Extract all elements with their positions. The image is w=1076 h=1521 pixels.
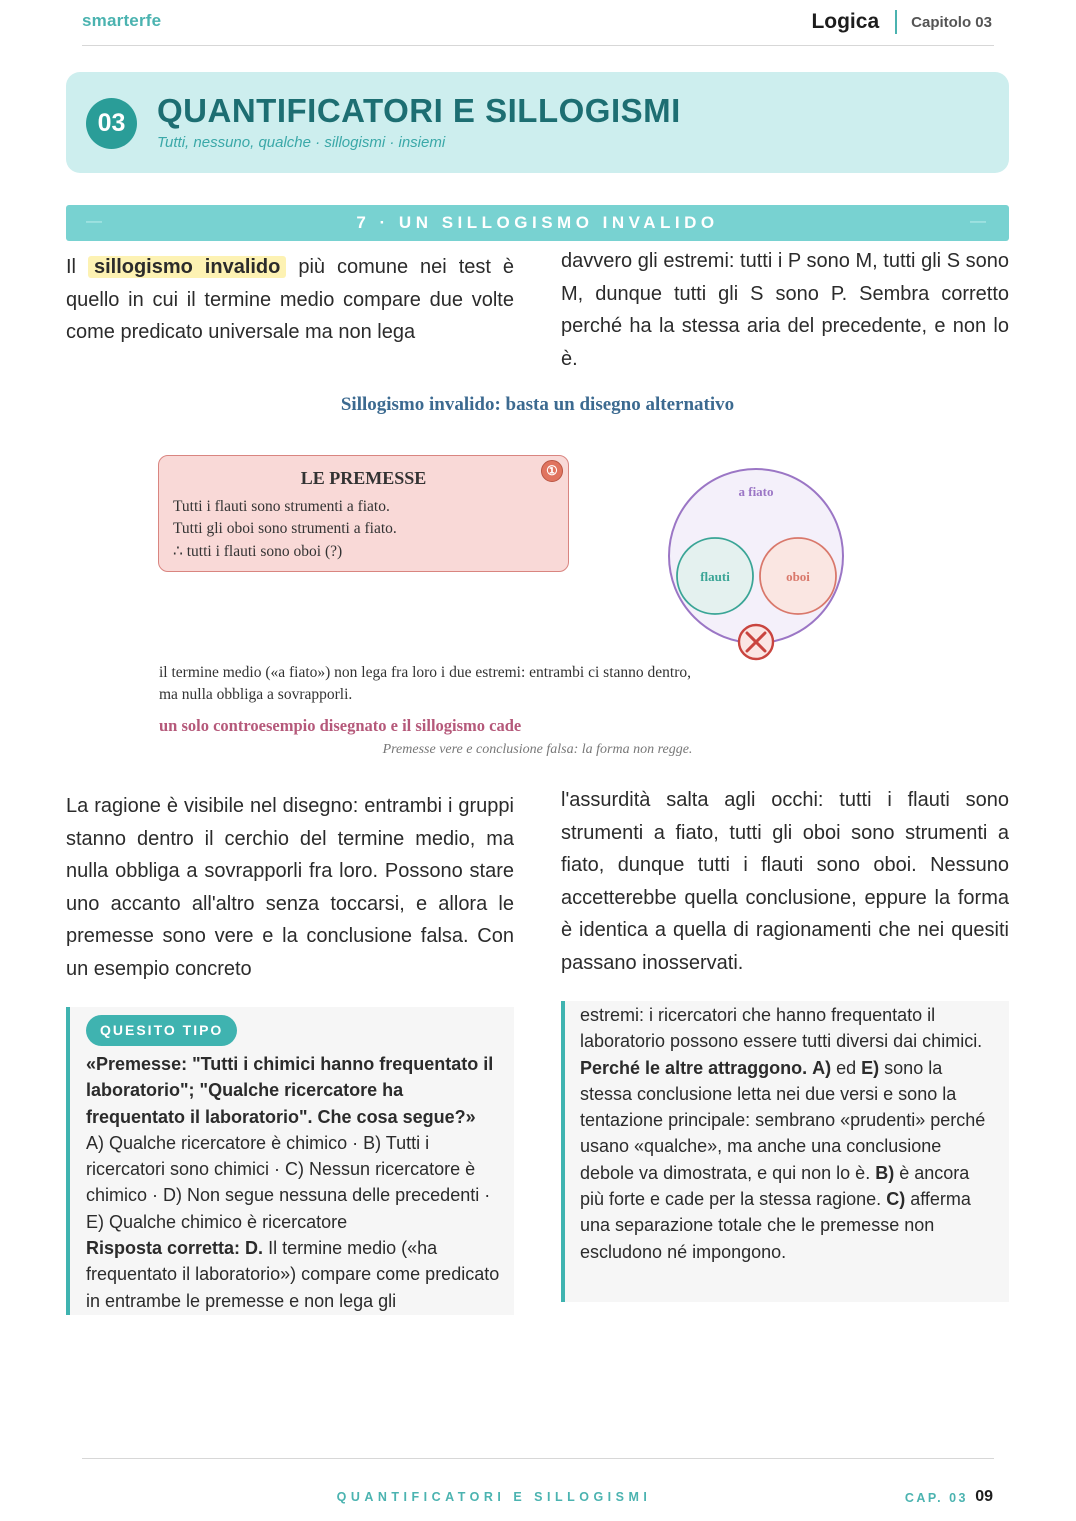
quesito-answer	[86, 1235, 504, 1314]
figure-caption: Premesse vere e conclusione falsa: la forma non regge.	[382, 742, 693, 757]
premise-2: Tutti gli oboi sono strumenti a fiato.	[173, 520, 397, 537]
body-column-right: l'assurdità salta agli occhi: tutti i flauti sono strumenti a fiato, tutti gli oboi sono strumenti a fiato, dunque tutti i flauti sono oboi. Nessuno accetterebbe quella conclusione, eppure la forma è identica a quella di ragionamenti che nei quesiti passano inosservati.	[561, 789, 1009, 974]
answer-continuation: estremi: i ricercatori che hanno frequentato il laboratorio possono essere tutti diversi dai chimici.	[580, 1005, 983, 1052]
premises-title: LE PREMESSE	[300, 468, 427, 488]
why-label: Perché le altre attraggono.	[580, 1057, 808, 1078]
chapter-number-badge: 03	[86, 98, 137, 149]
intro-column-left	[66, 251, 514, 349]
distractor-explanation	[580, 1055, 996, 1265]
quesito-question: «Premesse: "Tutti i chimici hanno frequentato il laboratorio"; "Qualche ricercatore ha frequentato il laboratorio". Che cosa segue?»	[86, 1054, 494, 1127]
left-set-label: flauti	[700, 569, 730, 584]
subject-title: Logica	[811, 10, 880, 33]
option-a-ref: A)	[812, 1057, 832, 1078]
quesito-content	[86, 1051, 504, 1314]
section-title: 7 · UN SILLOGISMO INVALIDO	[356, 213, 719, 232]
chapter-subtitle: Tutti, nessuno, qualche · sillogismi · insiemi	[157, 134, 446, 151]
premise-1: Tutti i flauti sono strumenti a fiato.	[173, 498, 390, 515]
answer-label: Risposta corretta: D.	[86, 1238, 264, 1259]
invalid-x-icon	[739, 625, 773, 659]
footer-title: QUANTIFICATORI E SILLOGISMI	[336, 1490, 652, 1504]
highlight-term: sillogismo invalido	[88, 256, 286, 278]
figure-title: Sillogismo invalido: basta un disegno alternativo	[340, 394, 735, 415]
section-dash-left: —	[86, 213, 102, 230]
outer-set-label: a fiato	[738, 484, 774, 499]
body-column-left: La ragione è visibile nel disegno: entrambi i gruppi stanno dentro il cerchio del termine medio, ma nulla obbliga a sovrapporli fra loro. Possono stare uno accanto all'altro senza toccarsi, e allora le premesse sono vere e la conclusione falsa. Con un esempio concreto	[66, 795, 514, 980]
chapter-label: Capitolo 03	[911, 13, 992, 31]
why-text-2: è ancora più forte e cade per la stessa ragione.	[580, 1162, 970, 1210]
page-number: 09	[975, 1488, 993, 1505]
brand-name: smarterfe	[82, 11, 162, 30]
venn-diagram	[660, 460, 860, 665]
quesito-tag: QUESITO TIPO	[86, 1015, 237, 1046]
answer-text: Il termine medio («ha frequentato il laboratorio») compare come predicato in entrambe le premesse e non lega gli	[86, 1238, 500, 1311]
intro-column-right: davvero gli estremi: tutti i P sono M, tutti gli S sono M, dunque tutti gli S sono P. Sembra corretto perché ha la stessa aria del precedente, e non lo è.	[561, 250, 1009, 370]
step-number-badge: ①	[541, 460, 563, 482]
conjunction: ed	[836, 1057, 857, 1078]
footer-rule	[82, 1458, 994, 1459]
intro-lead: Il	[66, 256, 76, 278]
right-set-label: oboi	[786, 569, 810, 584]
option-b-ref: B)	[875, 1162, 895, 1183]
header-right	[811, 10, 992, 34]
footer-chapter: CAP. 03	[904, 1491, 968, 1505]
chapter-title: QUANTIFICATORI E SILLOGISMI	[157, 92, 681, 129]
figure-punchline: un solo controesempio disegnato e il sillogismo cade	[159, 716, 522, 735]
quesito-continuation	[580, 1002, 996, 1265]
why-text-1: sono la stessa conclusione letta nei due versi e sono la tentazione principale: sembrano «prudenti» perché usano «qualche», ma anche una conclusione debole va dimostrata, e qui non lo è.	[580, 1057, 986, 1183]
section-dash-right: —	[970, 213, 986, 230]
quesito-options: A) Qualche ricercatore è chimico · B) Tutti i ricercatori sono chimici · C) Nessun ricercatore è chimico · D) Non segue nessuna delle precedenti · E) Qualche chimico è ricercatore	[86, 1132, 491, 1232]
figure-note: il termine medio («a fiato») non lega fra loro i due estremi: entrambi ci stanno dentro, ma nulla obbliga a sovrapporli.	[159, 664, 691, 703]
header-rule	[82, 45, 994, 46]
option-e-ref: E)	[861, 1057, 880, 1078]
header-divider	[895, 10, 897, 34]
intro-text: più comune nei test è quello in cui il termine medio compare due volte come predicato universale ma non lega	[66, 256, 514, 344]
why-text-3: afferma una separazione totale che le premesse non escludono né impongono.	[580, 1189, 971, 1262]
conclusion-line: ∴ tutti i flauti sono oboi (?)	[173, 543, 343, 560]
option-c-ref: C)	[886, 1189, 906, 1210]
